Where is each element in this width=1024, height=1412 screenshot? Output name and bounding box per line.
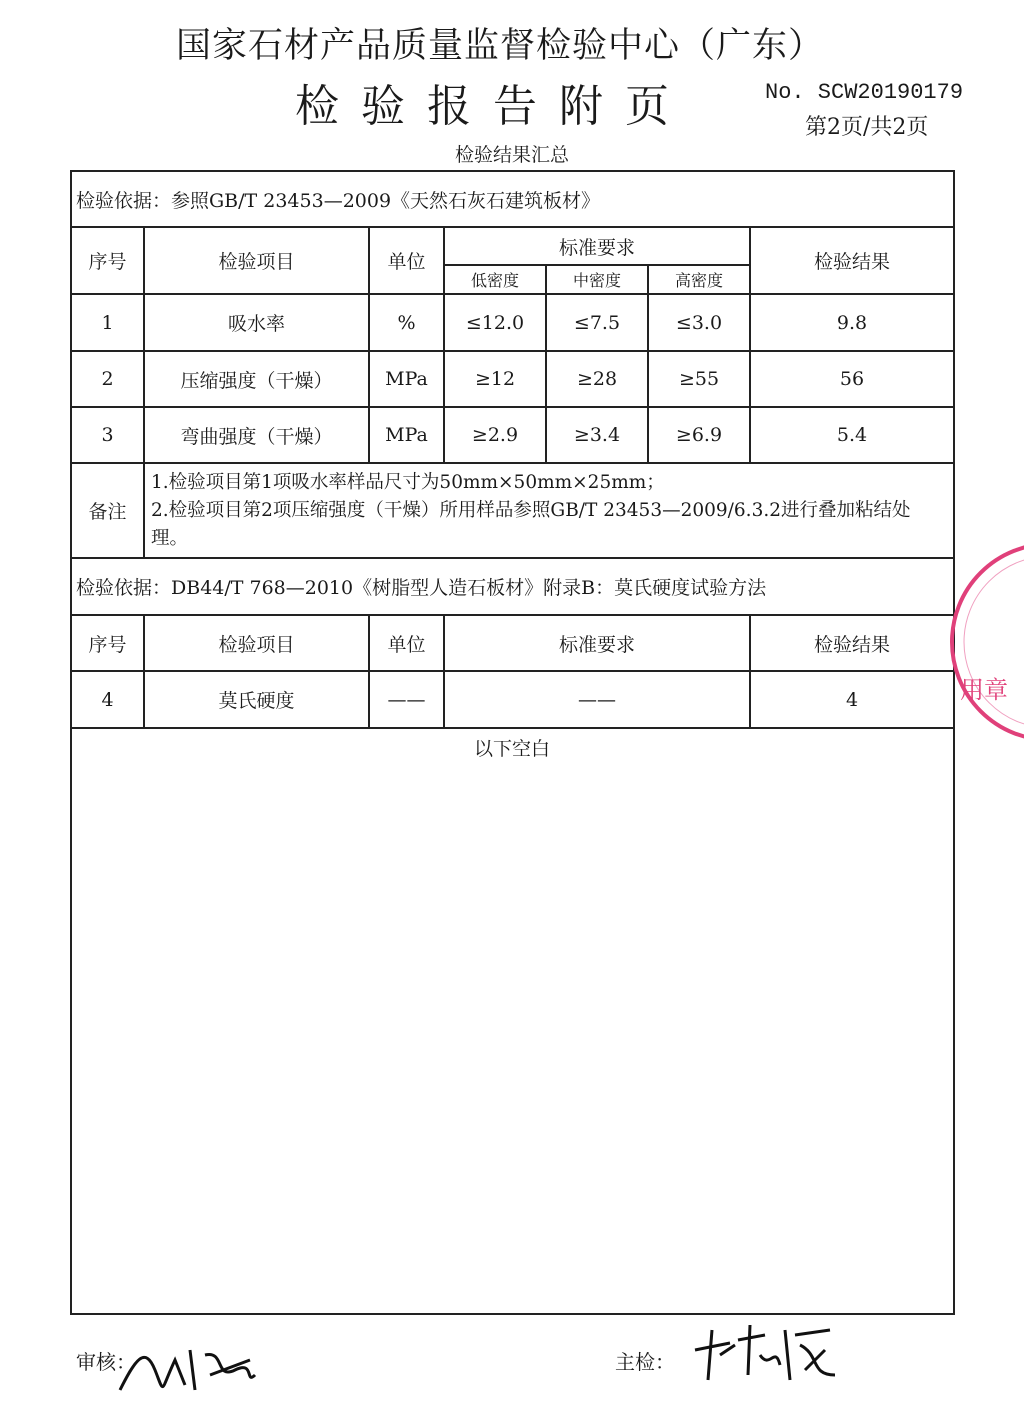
cell-unit: MPa xyxy=(369,407,444,463)
col-low: 低密度 xyxy=(444,265,546,294)
col-no: 序号 xyxy=(71,615,144,671)
organization-name: 国家石材产品质量监督检验中心（广东） xyxy=(175,26,824,66)
table-row xyxy=(71,407,954,463)
cell-no: 2 xyxy=(71,351,144,407)
basis-2: 检验依据：DB44/T 768—2010《树脂型人造石板材》附录B：莫氏硬度试验方法 xyxy=(71,558,954,615)
cell-unit: % xyxy=(369,294,444,351)
cell-low: ≥2.9 xyxy=(444,407,546,463)
cell-result: 56 xyxy=(750,351,954,407)
page-title: 检验报告附页 xyxy=(295,81,691,132)
cell-standard: —— xyxy=(444,671,750,728)
col-item: 检验项目 xyxy=(144,615,369,671)
col-no: 序号 xyxy=(71,227,144,294)
col-unit: 单位 xyxy=(369,615,444,671)
cell-unit: —— xyxy=(369,671,444,728)
col-standard: 标准要求 xyxy=(444,615,750,671)
cell-item: 莫氏硬度 xyxy=(144,671,369,728)
notes-label: 备注 xyxy=(71,463,144,558)
svg-text:用章: 用章 xyxy=(960,676,1008,704)
col-mid: 中密度 xyxy=(546,265,648,294)
cell-result: 5.4 xyxy=(750,407,954,463)
col-high: 高密度 xyxy=(648,265,750,294)
col-result: 检验结果 xyxy=(750,227,954,294)
cell-high: ≥6.9 xyxy=(648,407,750,463)
cell-mid: ≥3.4 xyxy=(546,407,648,463)
table-row xyxy=(71,671,954,728)
col-standard: 标准要求 xyxy=(444,227,750,265)
cell-result: 9.8 xyxy=(750,294,954,351)
cell-low: ≤12.0 xyxy=(444,294,546,351)
note-2: 2.检验项目第2项压缩强度（干燥）所用样品参照GB/T 23453—2009/6.3.2进行叠加粘结处理。 xyxy=(151,499,911,549)
blank-note: 以下空白 xyxy=(473,738,550,760)
note-1: 1.检验项目第1项吸水率样品尺寸为50mm×50mm×25mm； xyxy=(151,471,665,493)
cell-no: 4 xyxy=(71,671,144,728)
basis-1: 检验依据：参照GB/T 23453—2009《天然石灰石建筑板材》 xyxy=(71,171,954,227)
cell-no: 1 xyxy=(71,294,144,351)
notes xyxy=(144,463,954,558)
table-row xyxy=(71,351,954,407)
col-unit: 单位 xyxy=(369,227,444,294)
cell-item: 吸水率 xyxy=(144,294,369,351)
cell-mid: ≥28 xyxy=(546,351,648,407)
inspector-label: 主检： xyxy=(615,1350,675,1374)
blank-area xyxy=(71,728,954,1314)
cell-no: 3 xyxy=(71,407,144,463)
cell-result: 4 xyxy=(750,671,954,728)
cell-low: ≥12 xyxy=(444,351,546,407)
section-title: 检验结果汇总 xyxy=(454,144,569,166)
reviewer-label: 审核： xyxy=(76,1350,136,1374)
table-row xyxy=(71,294,954,351)
cell-item: 弯曲强度（干燥） xyxy=(144,407,369,463)
cell-high: ≤3.0 xyxy=(648,294,750,351)
report-number: No. SCW20190179 xyxy=(765,80,964,105)
reviewer-signature xyxy=(115,1330,260,1400)
cell-item: 压缩强度（干燥） xyxy=(144,351,369,407)
inspector-signature xyxy=(690,1315,840,1385)
cell-mid: ≤7.5 xyxy=(546,294,648,351)
col-result: 检验结果 xyxy=(750,615,954,671)
official-stamp xyxy=(940,540,1008,745)
cell-unit: MPa xyxy=(369,351,444,407)
col-item: 检验项目 xyxy=(144,227,369,294)
cell-high: ≥55 xyxy=(648,351,750,407)
page-info: 第2页/共2页 xyxy=(805,115,929,140)
